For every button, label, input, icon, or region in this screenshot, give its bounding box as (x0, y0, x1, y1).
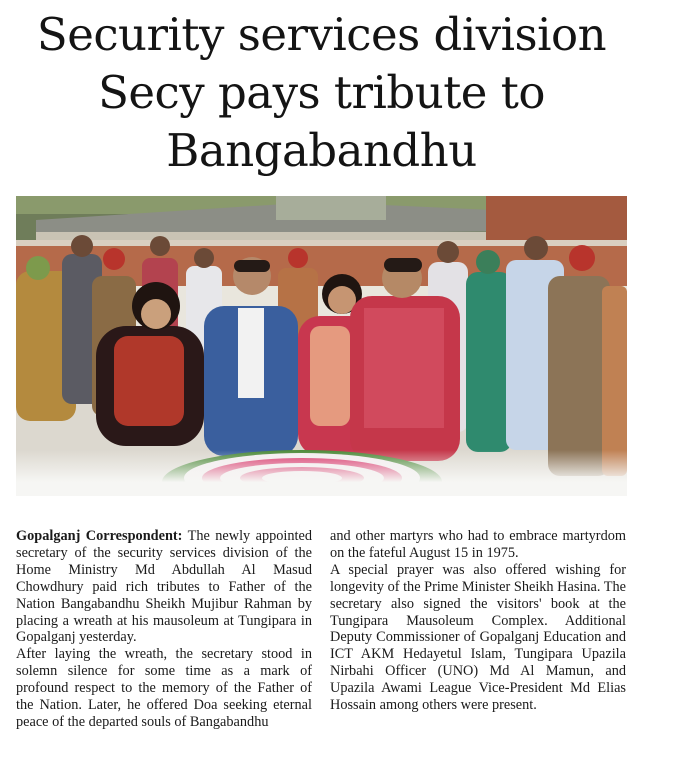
article-text: The newly appointed secretary of the security services division of the Home Ministry Md Abdullah Al Masud Chowdhury paid rich tributes to Father of the Nation Bangabandhu Sheikh Mujibur Rahman by placing a wreath at his mausoleum at Tungipara in Gopalganj yesterday. (16, 528, 312, 646)
dateline: Gopalganj Correspondent: (16, 528, 183, 544)
headline-line: Bangabandhu (166, 124, 477, 177)
article-paragraph: After laying the wreath, the secretary stood in solemn silence for some time as a mark of profound respect to the memory of the Father of the Nation. Later, he offered Doa seeking eternal peace of the departed souls of Bangabandhu (16, 646, 312, 730)
headline-line: Security services division (36, 8, 607, 61)
headline-line: Secy pays tribute to (98, 66, 545, 119)
headline (0, 6, 643, 180)
article-column-left (16, 528, 312, 731)
article-paragraph (16, 528, 312, 646)
article-paragraph: A special prayer was also offered wishing for longevity of the Prime Minister Sheikh Hasina. The secretary also signed the visitors' book at the Tungipara Mausoleum Complex. Additional Deputy Commissioner of Gopalganj Education and ICT AKM Hedayetul Islam, Tungipara Upazila Nirbahi Officer (UNO) Md Al Mamun, and Upazila Awami League Vice-President Md Elias Hossain among others were present. (330, 561, 626, 714)
news-photo (16, 196, 627, 496)
article-paragraph: and other martyrs who had to embrace martyrdom on the fateful August 15 in 1975. (330, 528, 626, 561)
article-column-right (330, 528, 626, 714)
